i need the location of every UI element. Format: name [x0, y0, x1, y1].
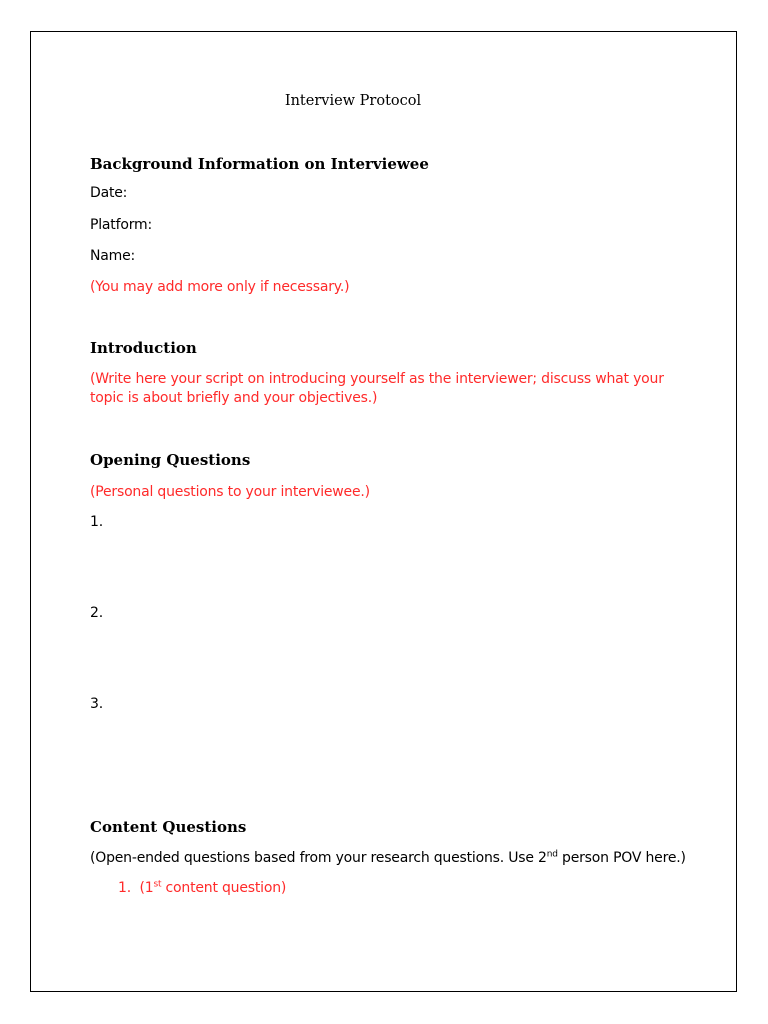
- content-note-text: (Open-ended questions based from your research questions. Use 2: [90, 850, 547, 866]
- content-note: [90, 850, 686, 866]
- platform-label: Platform:: [90, 217, 152, 233]
- introduction-note-line1: (Write here your script on introducing yourself as the interviewer; discuss what your: [90, 371, 664, 387]
- page-title: Interview Protocol: [284, 93, 422, 109]
- opening-heading: Opening Questions: [90, 451, 251, 469]
- background-note: (You may add more only if necessary.): [90, 279, 350, 295]
- opening-question-number: 1.: [90, 514, 103, 530]
- introduction-heading: Introduction: [90, 339, 197, 357]
- document-page: [30, 31, 737, 992]
- content-note-superscript: nd: [546, 849, 558, 860]
- content-question-text-end: content question): [161, 880, 287, 896]
- opening-question-number: 3.: [90, 696, 103, 712]
- name-label: Name:: [90, 248, 136, 264]
- opening-note: (Personal questions to your interviewee.): [90, 484, 370, 500]
- date-label: Date:: [90, 185, 128, 201]
- content-question-superscript: st: [153, 879, 162, 890]
- opening-question-number: 2.: [90, 605, 103, 621]
- content-heading: Content Questions: [90, 818, 247, 836]
- content-question-number: 1.: [118, 880, 131, 896]
- introduction-note-line2: topic is about briefly and your objectives.): [90, 390, 378, 406]
- content-note-text-end: person POV here.): [557, 850, 686, 866]
- background-heading: Background Information on Interviewee: [90, 155, 429, 173]
- content-question-item: [118, 880, 286, 896]
- content-question-text: (1: [139, 880, 154, 896]
